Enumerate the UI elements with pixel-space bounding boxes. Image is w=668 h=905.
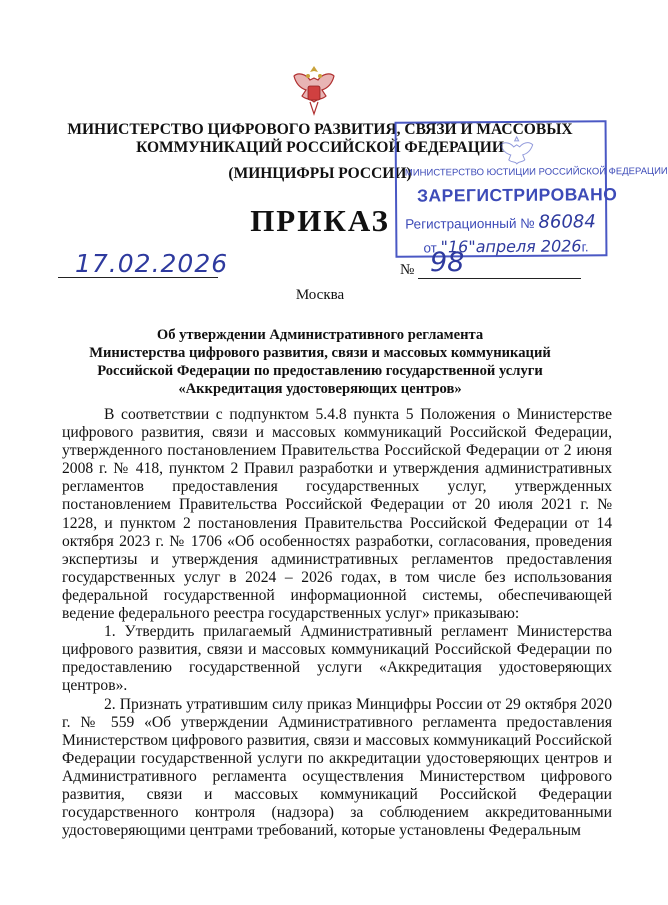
coat-of-arms-icon xyxy=(288,62,340,118)
stamp-registered-label: ЗАРЕГИСТРИРОВАНО xyxy=(416,184,618,206)
order-number-handwritten: 98 xyxy=(430,247,465,278)
order-date-handwritten: 17.02.2026 xyxy=(75,249,229,278)
date-underline xyxy=(58,277,218,278)
stamp-registration-date: от "16"апреля 2026г. xyxy=(423,236,589,257)
document-type-heading: ПРИКАЗ xyxy=(250,203,390,238)
document-title: Об утверждении Административного регламента Министерства цифрового развития, связи и массовых коммуникаций Российской Федерации по предоставлению государственной услуги «Аккредитация удостоверяющих центров» xyxy=(89,327,551,397)
stamp-authority: МИНИСТЕРСТВО ЮСТИЦИИ РОССИЙСКОЙ ФЕДЕРАЦИИ xyxy=(404,165,668,179)
order-item-2: 2. Признать утратившим силу приказ Минцифры России от 29 октября 2020 г. № 559 «Об утверждении Административного регламента предоставления Министерством цифрового развития, связи и массовых коммуникаций Российской Федерации государственной услуги по аккредитации удостоверяющих центров и Административного регламента осуществления Министерством цифрового развития, связи и массовых коммуникаций Российской Федерации государственного контроля (надзора) за соблюдением аккредитованными удостоверяющими центрами требований, которые установлены Федеральным xyxy=(62,695,612,840)
preamble-paragraph: В соответствии с подпунктом 5.4.8 пункта 5 Положения о Министерстве цифрового развития, связи и массовых коммуникаций Российской Федерации, утвержденного постановлением Правительства Российской Федерации от 2 июня 2008 г. № 418, пунктом 2 Правил разработки и утверждения административных регламентов предоставления государственных услуг, утвержденных постановлением Правительства Российской Федерации от 20 июля 2021 г. № 1228, и пунктом 2 постановления Правительства Российской Федерации от 14 октября 2023 г. № 1706 «Об особенностях разработки, согласования, проведения экспертизы и утверждения административных регламентов предоставления государственных услуг в 2024 – 2026 годах, в том числе без использования федеральной государственной информационной системы, обеспечивающей ведение федерального реестра государственных услуг» приказываю: xyxy=(62,406,612,623)
registration-number-handwritten: 86084 xyxy=(538,211,596,233)
registration-date-handwritten: "16"апреля 2026 xyxy=(440,236,582,257)
order-item-1: 1. Утвердить прилагаемый Административный регламент Министерства цифрового развития, связи и массовых коммуникаций Российской Федерации по предоставлению государственной услуги «Аккредитация удостоверяющих центров». xyxy=(62,623,612,695)
ministry-name-line2: КОММУНИКАЦИЙ РОССИЙСКОЙ ФЕДЕРАЦИИ xyxy=(136,139,504,156)
stamp-registration-number: Регистрационный № 86084 xyxy=(405,211,596,233)
order-number-label: № xyxy=(400,262,415,278)
registration-stamp xyxy=(395,120,668,257)
ministry-short-name: (МИНЦИФРЫ РОССИИ) xyxy=(228,165,412,182)
eagle-seal-icon xyxy=(497,135,537,171)
document-body xyxy=(62,406,612,840)
ministry-name-line1: МИНИСТЕРСТВО ЦИФРОВОГО РАЗВИТИЯ, СВЯЗИ И МАССОВЫХ xyxy=(67,121,573,138)
number-underline xyxy=(418,278,581,279)
city-name: Москва xyxy=(295,287,345,303)
